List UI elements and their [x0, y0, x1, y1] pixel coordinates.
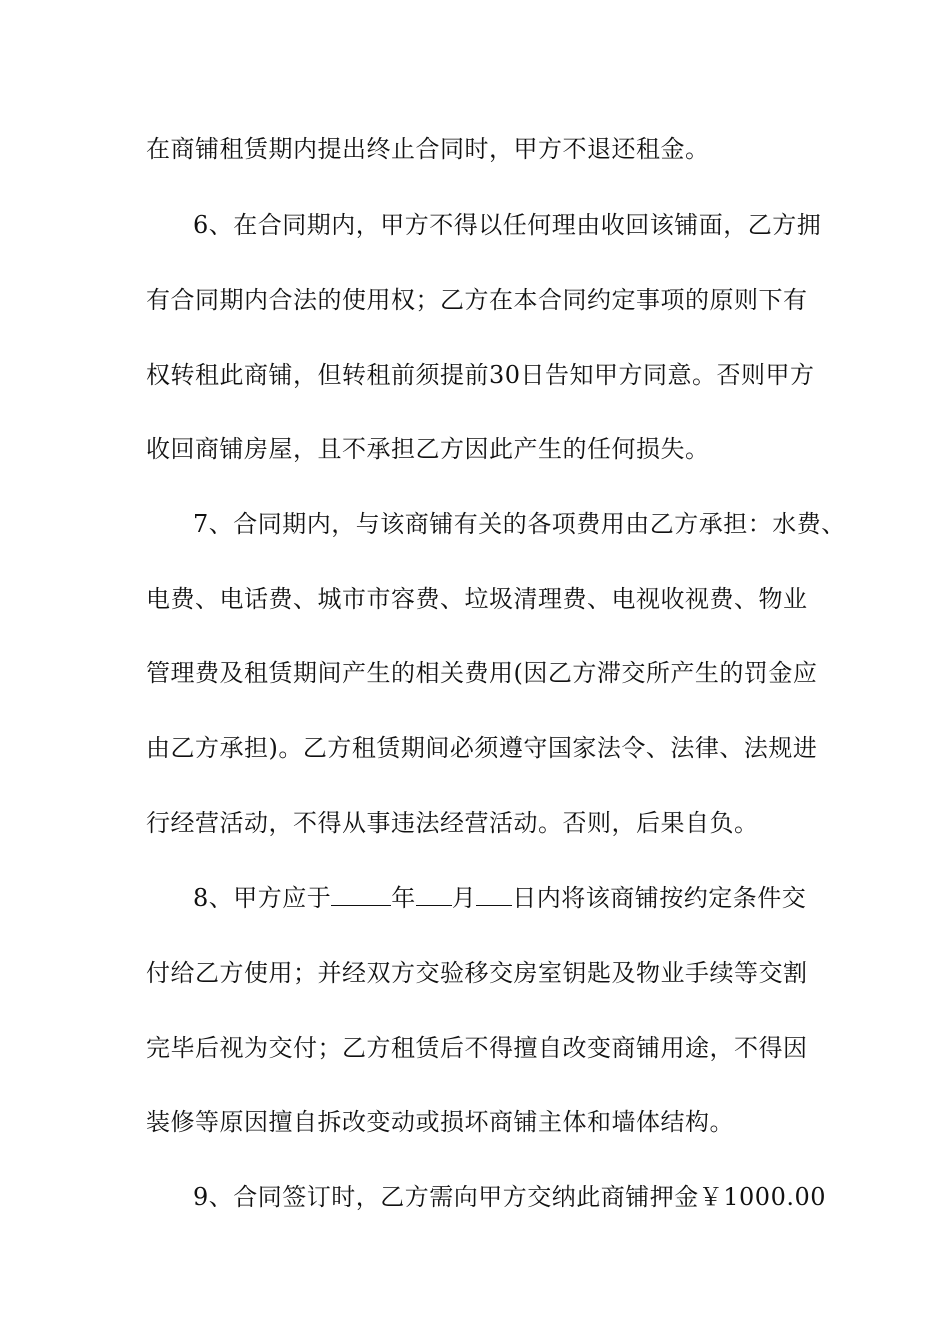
- clause-9-line-1: 9、合同签订时，乙方需向甲方交纳此商铺押金￥1000.00: [193, 1183, 827, 1211]
- clause-6-line-1: 6、在合同期内，甲方不得以任何理由收回该铺面，乙方拥: [193, 211, 822, 239]
- clause-7-line-1: 7、合同期内，与该商铺有关的各项费用由乙方承担：水费、: [193, 510, 846, 538]
- clause-7-line-5: 行经营活动，不得从事违法经营活动。否则，后果自负。: [146, 809, 759, 837]
- clause-6-line-3: 权转租此商铺，但转租前须提前30日告知甲方同意。否则甲方: [146, 361, 815, 389]
- clause-8-line-3: 完毕后视为交付；乙方租赁后不得擅自改变商铺用途，不得因: [146, 1034, 808, 1062]
- clause-8-line-4: 装修等原因擅自拆改变动或损坏商铺主体和墙体结构。: [146, 1108, 734, 1136]
- clause-8-line-2: 付给乙方使用；并经双方交验移交房室钥匙及物业手续等交割: [146, 959, 808, 987]
- month-blank: [416, 885, 452, 906]
- text-line-1: 在商铺租赁期内提出终止合同时，甲方不退还租金。: [146, 135, 710, 163]
- clause-7-line-4: 由乙方承担)。乙方租赁期间必须遵守国家法令、法律、法规进: [146, 734, 818, 762]
- clause-6-line-4: 收回商铺房屋，且不承担乙方因此产生的任何损失。: [146, 435, 710, 463]
- clause-7-line-3: 管理费及租赁期间产生的相关费用(因乙方滞交所产生的罚金应: [146, 659, 818, 687]
- year-blank: [331, 885, 391, 906]
- clause-6-line-2: 有合同期内合法的使用权；乙方在本合同约定事项的原则下有: [146, 286, 808, 314]
- clause-8-suffix: 日内将该商铺按约定条件交: [512, 884, 807, 912]
- day-blank: [476, 885, 512, 906]
- clause-8-prefix: 8、甲方应于: [193, 884, 332, 912]
- clause-8-month-label: 月: [451, 884, 477, 912]
- clause-8-year-label: 年: [391, 884, 416, 912]
- clause-8-line-1: [193, 883, 806, 913]
- clause-7-line-2: 电费、电话费、城市市容费、垃圾清理费、电视收视费、物业: [146, 585, 808, 613]
